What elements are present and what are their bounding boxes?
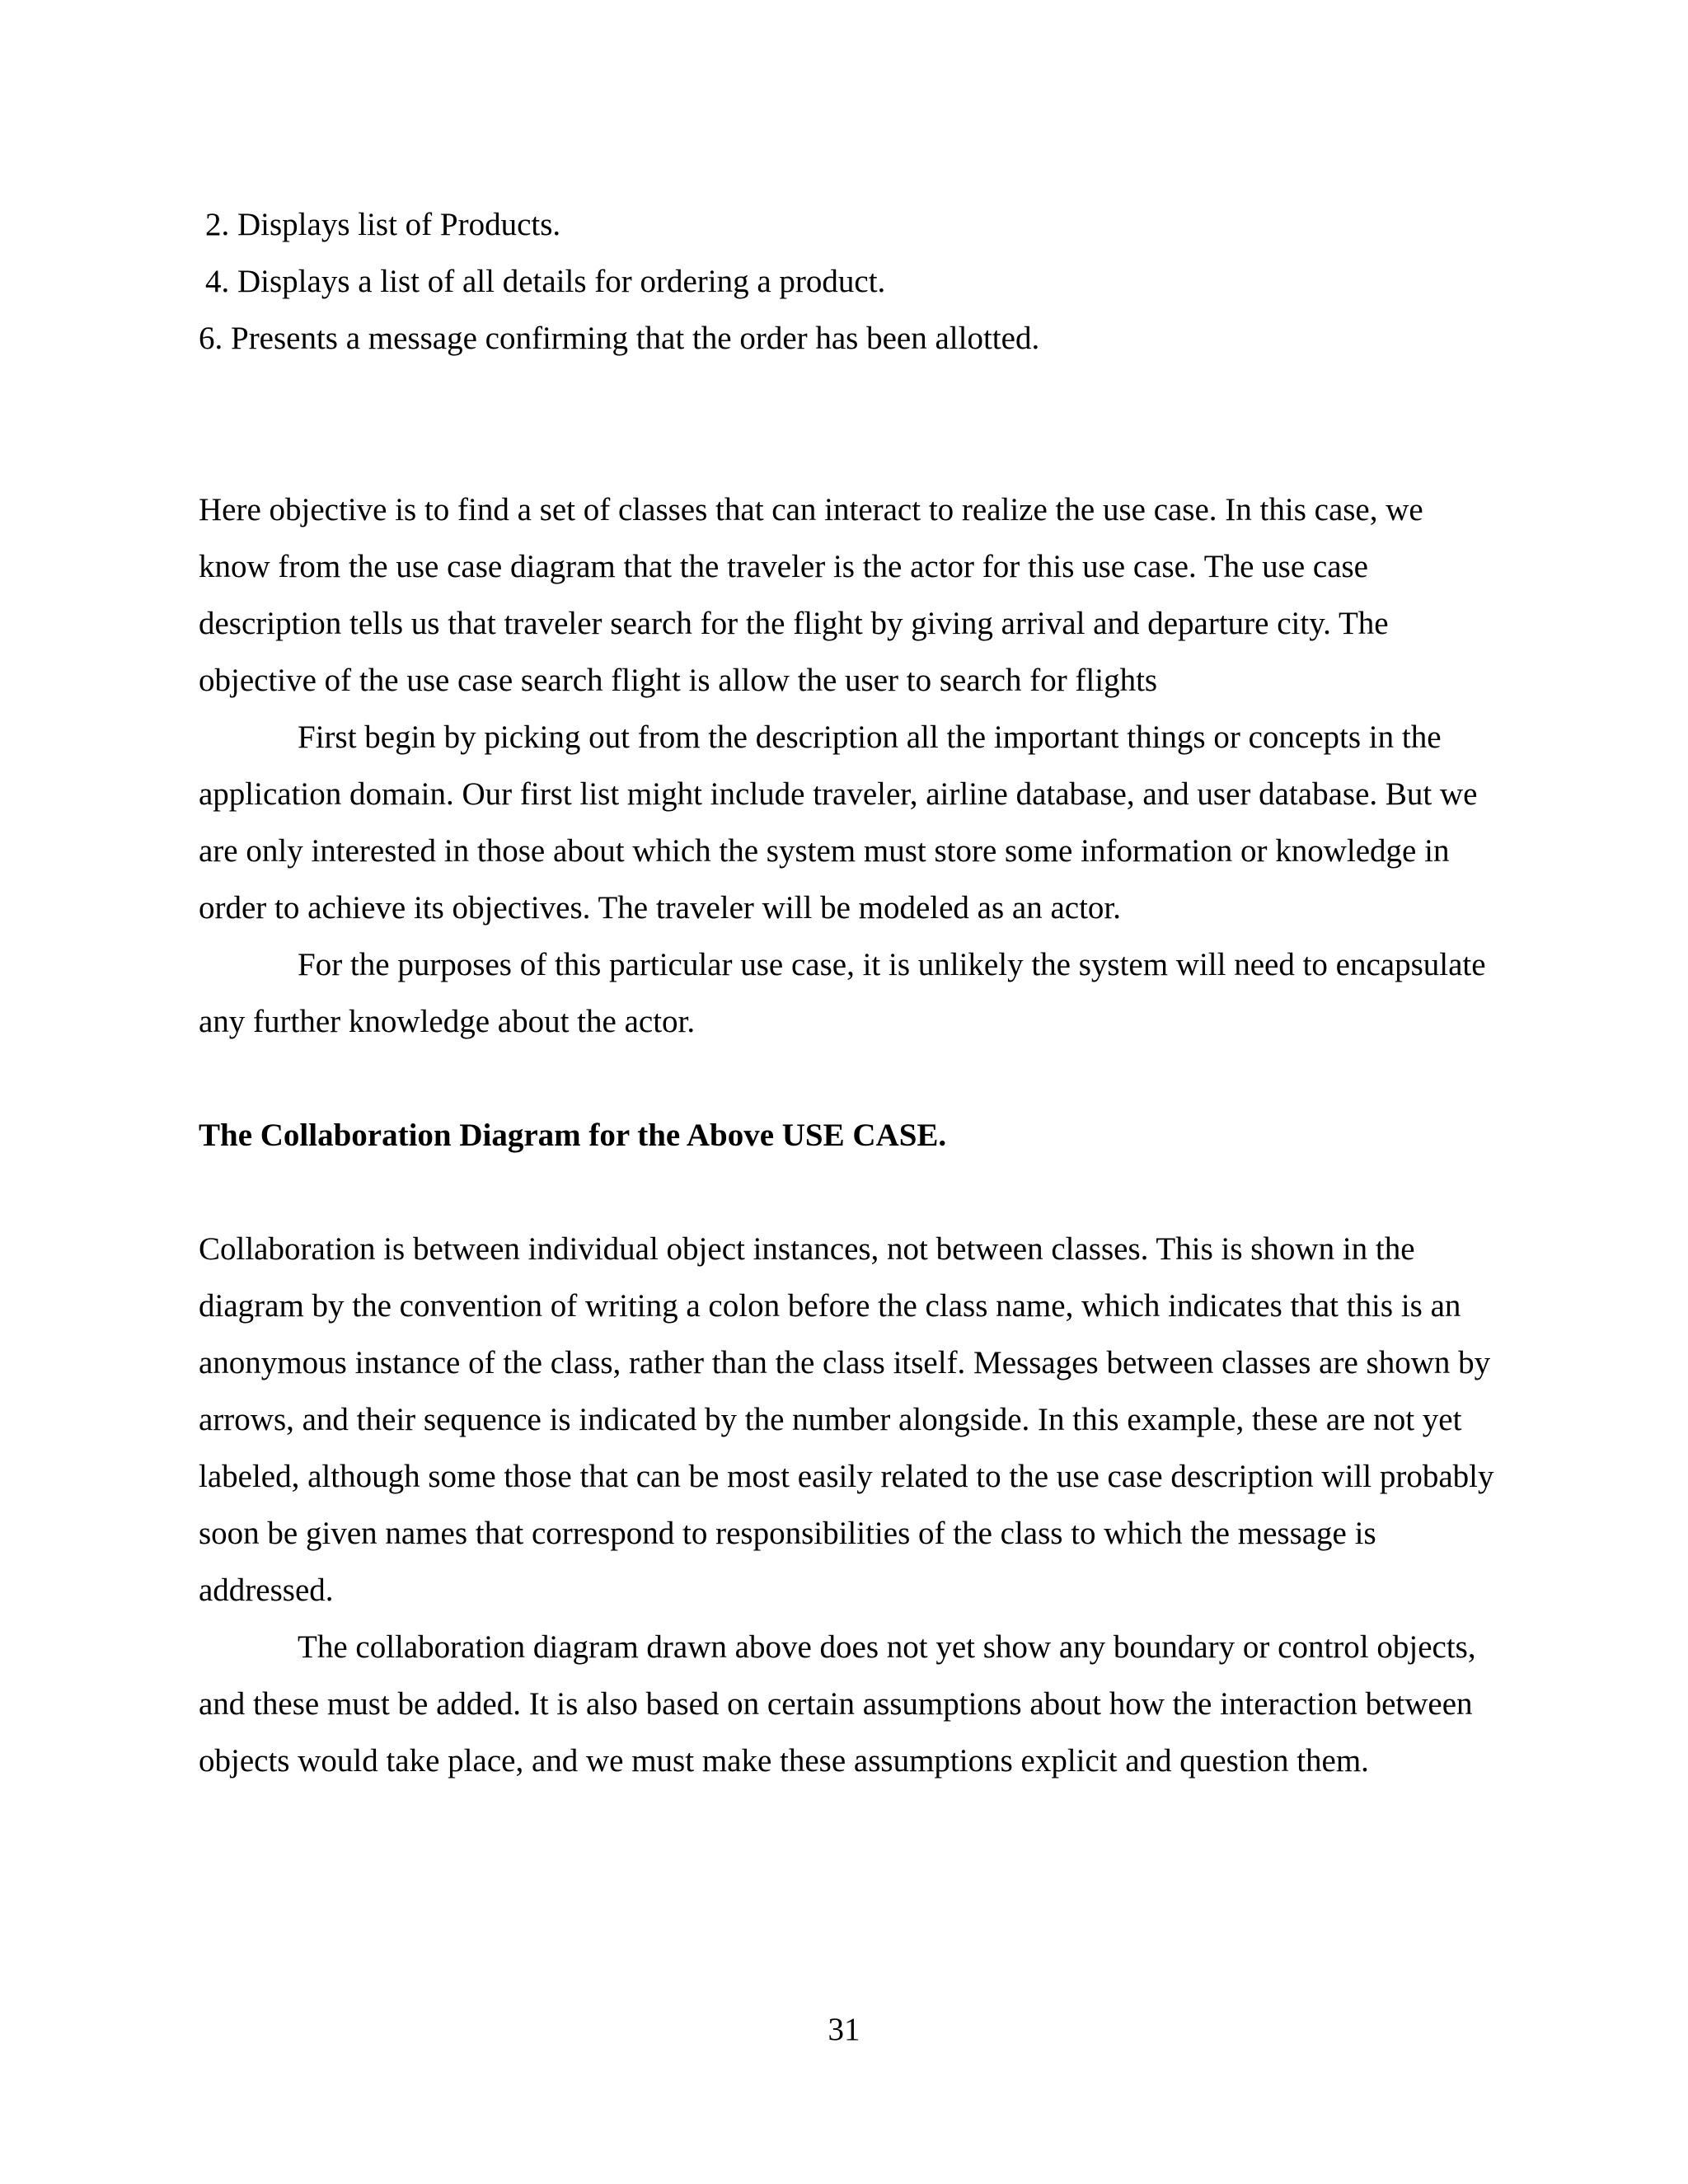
section-heading: The Collaboration Diagram for the Above USE CASE.: [199, 1118, 947, 1153]
page-content: [199, 196, 1501, 1789]
spacer: [199, 1050, 1501, 1107]
paragraph-diagram-drawn: The collaboration diagram drawn above does not yet show any boundary or control objects, and these must be added. It is also based on certain assumptions about how the interaction between objects would take place, and we must make these assumptions explicit and question them.: [199, 1629, 1476, 1779]
list-item-4: 4. Displays a list of all details for ordering a product.: [205, 264, 886, 299]
paragraph-first-begin: First begin by picking out from the description all the important things or concepts in the application domain. Our first list might include traveler, airline database, and user database. But we are only interested in those about which the system must store some information or knowledge in order to achieve its objectives. The traveler will be modeled as an actor.: [199, 719, 1478, 926]
spacer: [199, 367, 1501, 481]
paragraph-objective: Here objective is to find a set of classes that can interact to realize the use case. In this case, we know from the use case diagram that the traveler is the actor for this use case. The use case description tells us that traveler search for the flight by giving arrival and departure city. The objective of the use case search flight is allow the user to search for flights: [199, 492, 1423, 698]
paragraph-purposes: For the purposes of this particular use case, it is unlikely the system will need to encapsulate any further knowledge about the actor.: [199, 947, 1486, 1039]
spacer: [199, 1164, 1501, 1221]
page-number: 31: [828, 2012, 860, 2047]
list-item-2: 2. Displays list of Products.: [205, 207, 561, 242]
list-item-6: 6. Presents a message confirming that the order has been allotted.: [199, 321, 1040, 356]
paragraph-collaboration: Collaboration is between individual object instances, not between classes. This is shown in the diagram by the convention of writing a colon before the class name, which indicates that this is an anonymous instance of the class, rather than the class itself. Messages between classes are shown by arrows, and their sequence is indicated by the number alongside. In this example, these are not yet labeled, although some those that can be most easily related to the use case description will probably soon be given names that correspond to responsibilities of the class to which the message is addressed.: [199, 1231, 1494, 1608]
